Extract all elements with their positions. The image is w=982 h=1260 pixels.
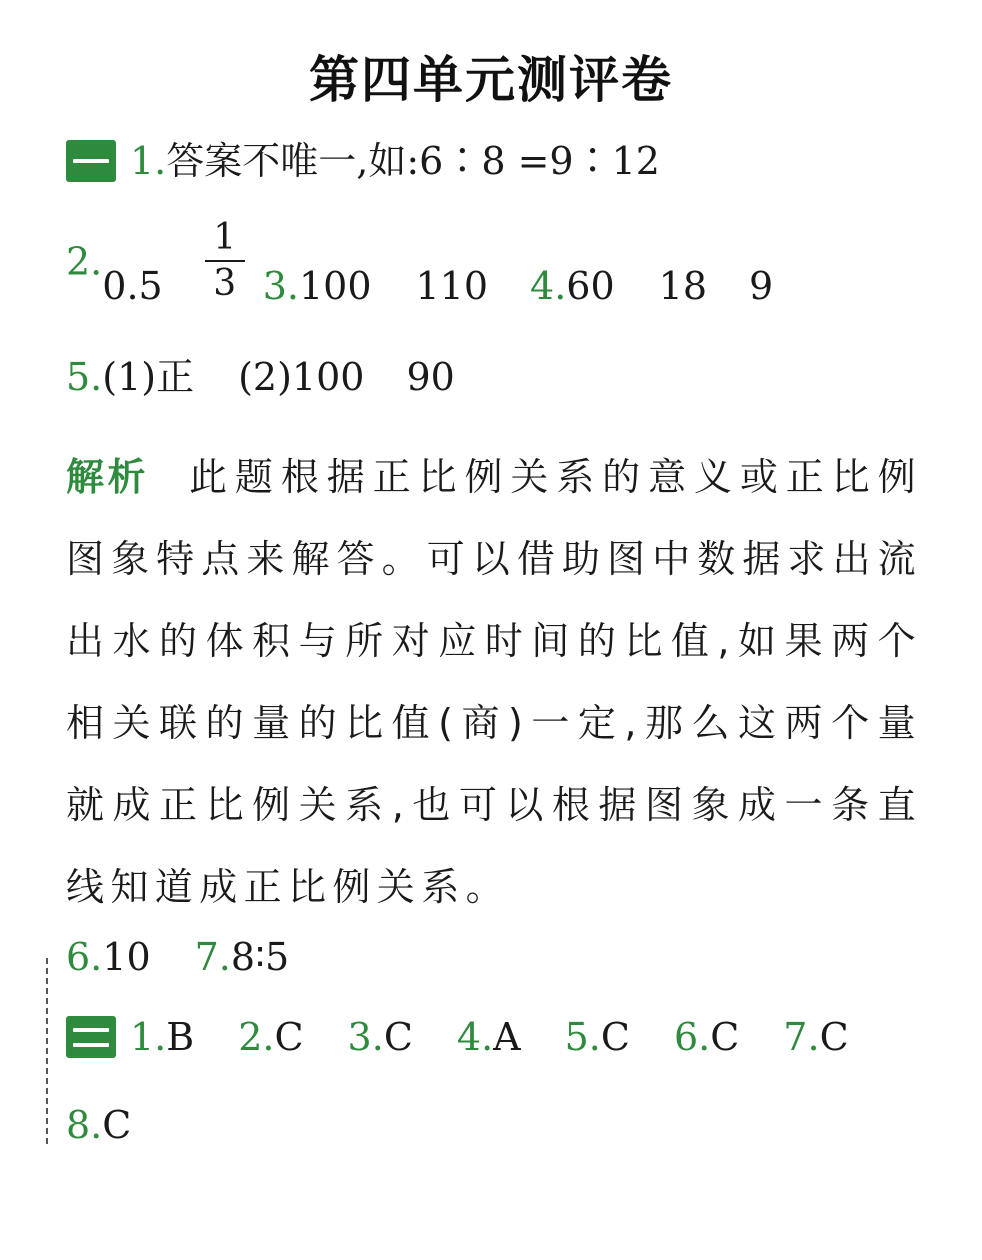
s2-q3-answer: C [383, 1015, 413, 1059]
q4-answer-b: 18 [658, 263, 708, 308]
q4-answer-c: 9 [749, 263, 774, 308]
s2-q7-number: 7. [783, 1015, 820, 1059]
section1-line4 [66, 935, 290, 979]
section2-line1 [66, 1015, 849, 1062]
s2-q8-answer: C [102, 1103, 132, 1147]
s2-q5-answer: C [600, 1015, 630, 1059]
q5-part1: (1)正 [102, 355, 195, 399]
q1-answer: 答案不唯一,如:6∶8 =9∶12 [166, 139, 660, 183]
s2-q2-number: 2. [238, 1015, 275, 1059]
s2-q3-number: 3. [347, 1015, 384, 1059]
s2-q6-number: 6. [673, 1015, 711, 1059]
s2-q5-number: 5. [564, 1015, 601, 1059]
q1-number: 1. [130, 139, 167, 183]
s2-q2-answer: C [274, 1015, 304, 1059]
analysis-label: 解析 [66, 455, 150, 499]
q4-number: 4. [530, 263, 567, 308]
margin-dashed-line [46, 958, 48, 1144]
section-two-badge-icon [66, 1016, 116, 1058]
s2-q1-number: 1. [130, 1015, 167, 1059]
q4-answer-a: 60 [566, 263, 615, 308]
q6-number: 6. [66, 935, 103, 979]
q2-fraction-denominator: 3 [213, 263, 237, 304]
q2-number: 2. [66, 239, 103, 284]
q2-fraction-numerator: 1 [213, 217, 237, 258]
analysis-paragraph [66, 436, 922, 928]
q2-fraction [205, 218, 245, 304]
s2-q4-number: 4. [456, 1015, 494, 1059]
s2-q7-answer: C [819, 1015, 849, 1059]
s2-q6-answer: C [710, 1015, 740, 1059]
q5-part3: 90 [406, 355, 455, 399]
s2-q4-answer: A [493, 1015, 521, 1059]
q3-number: 3. [262, 263, 299, 308]
s2-q8-number: 8. [66, 1103, 103, 1147]
q3-answer-a: 100 [298, 263, 372, 308]
section-one-badge-icon [66, 140, 116, 182]
q5-part2: (2)100 [238, 355, 365, 399]
q2-answer: 0.5 [102, 263, 163, 308]
analysis-text: 此题根据正比例关系的意义或正比例图象特点来解答。可以借助图中数据求出流出水的体积与所对应时间的比值,如果两个相关联的量的比值(商)一定,那么这两个量就成正比例关系,也可以根据图象成一条直线知道成正比例关系。 [66, 455, 922, 909]
s2-q1-answer: B [166, 1015, 195, 1059]
page-title: 第四单元测评卷 [309, 51, 673, 109]
q3-answer-b: 110 [415, 263, 489, 308]
q7-number: 7. [194, 935, 231, 979]
q5-number: 5. [66, 355, 103, 399]
section1-line3 [66, 355, 455, 399]
section1-line1 [66, 139, 660, 186]
q6-answer: 10 [102, 935, 151, 979]
section2-line2 [66, 1103, 132, 1147]
section1-line2 [66, 217, 774, 308]
q7-answer: 8∶5 [230, 935, 290, 979]
